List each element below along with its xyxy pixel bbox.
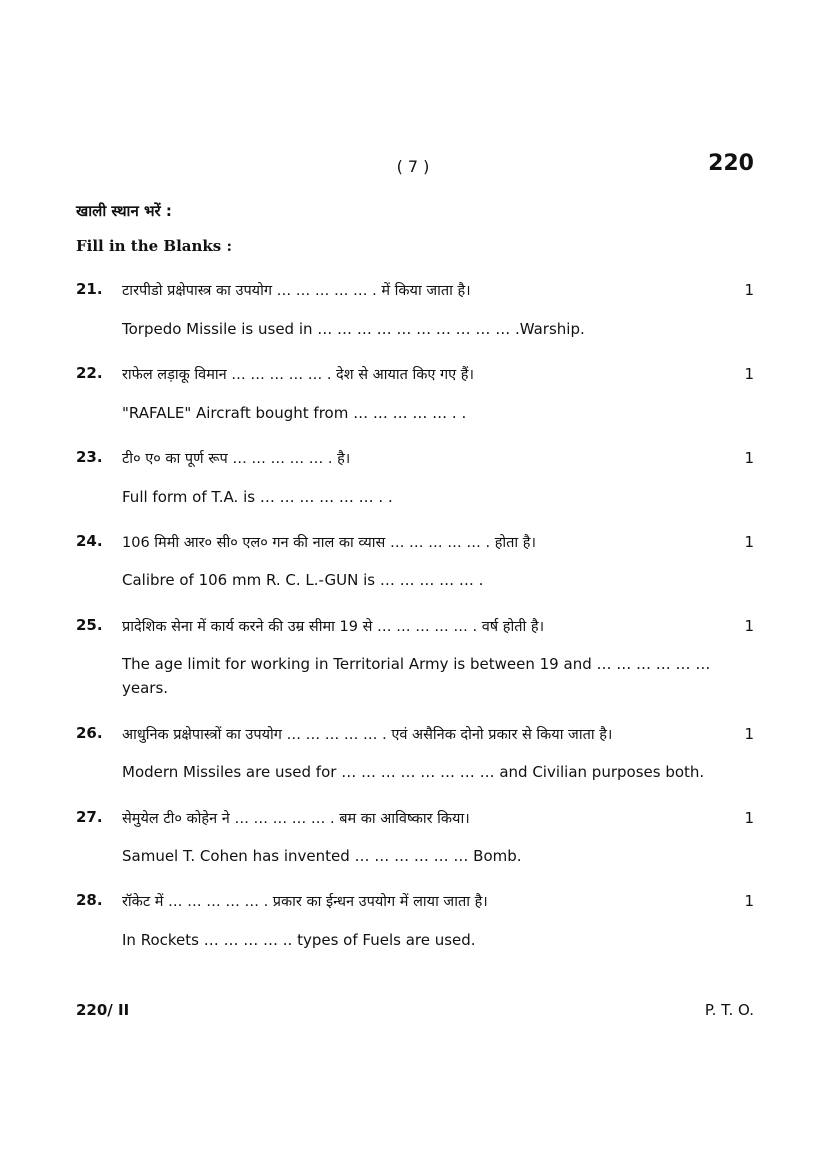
paper-code: 220 bbox=[708, 151, 754, 176]
question-text-english: "RAFALE" Aircraft bought from … … … … … . . bbox=[122, 404, 467, 422]
question-number: 21. bbox=[76, 280, 103, 298]
question-text-english: Torpedo Missile is used in … … … … … … … … … … .Warship. bbox=[122, 320, 585, 338]
question-text-hindi: सेमुयेल टी० कोहेन ने … … … … … . बम का आविष्कार किया। bbox=[122, 811, 470, 827]
question-number: 28. bbox=[76, 891, 103, 909]
question-number: 25. bbox=[76, 616, 103, 634]
question-text-english: The age limit for working in Territorial Army is between 19 and … … … … … … years. bbox=[122, 655, 711, 697]
question-marks: 1 bbox=[744, 533, 754, 551]
question-text-english: Samuel T. Cohen has invented … … … … … … Bomb. bbox=[122, 847, 522, 865]
question-text-hindi: आधुनिक प्रक्षेपास्त्रों का उपयोग … … … … … . एवं असैनिक दोनो प्रकार से किया जाता है। bbox=[122, 727, 613, 743]
question-marks: 1 bbox=[744, 725, 754, 743]
question-text-hindi: प्रादेशिक सेना में कार्य करने की उम्र सीमा 19 से … … … … … . वर्ष होती है। bbox=[122, 619, 545, 635]
question-marks: 1 bbox=[744, 449, 754, 467]
question-text-hindi: टी० ए० का पूर्ण रूप … … … … … . है। bbox=[122, 451, 351, 467]
question-text-hindi: राफेल लड़ाकू विमान … … … … … . देश से आयात किए गए हैं। bbox=[122, 367, 475, 383]
question-marks: 1 bbox=[744, 809, 754, 827]
question-marks: 1 bbox=[744, 281, 754, 299]
question-text-english: Calibre of 106 mm R. C. L.-GUN is … … … … … . bbox=[122, 571, 484, 589]
footer-pto: P. T. O. bbox=[704, 1001, 754, 1019]
question-number: 27. bbox=[76, 808, 103, 826]
question-marks: 1 bbox=[744, 617, 754, 635]
question-number: 26. bbox=[76, 724, 103, 742]
question-number: 24. bbox=[76, 532, 103, 550]
section-heading-hindi: खाली स्थान भरें : bbox=[76, 202, 172, 220]
page-number: ( 7 ) bbox=[396, 157, 430, 176]
question-text-hindi: रॉकेट में … … … … … . प्रकार का ईन्धन उपयोग में लाया जाता है। bbox=[122, 894, 488, 910]
question-text-hindi: 106 मिमी आर० सी० एल० गन की नाल का व्यास … … … … … . होता है। bbox=[122, 535, 536, 551]
question-number: 23. bbox=[76, 448, 103, 466]
question-text-english: In Rockets … … … … .. types of Fuels are used. bbox=[122, 931, 476, 949]
question-text-english: Modern Missiles are used for … … … … … … … … and Civilian purposes both. bbox=[122, 763, 705, 781]
question-text-english: Full form of T.A. is … … … … … … . . bbox=[122, 488, 393, 506]
section-heading-english: Fill in the Blanks : bbox=[76, 237, 232, 255]
question-marks: 1 bbox=[744, 365, 754, 383]
question-text-hindi: टारपीडो प्रक्षेपास्त्र का उपयोग … … … … … . में किया जाता है। bbox=[122, 283, 471, 299]
question-marks: 1 bbox=[744, 892, 754, 910]
question-number: 22. bbox=[76, 364, 103, 382]
footer-paper-code: 220/ II bbox=[76, 1001, 130, 1019]
